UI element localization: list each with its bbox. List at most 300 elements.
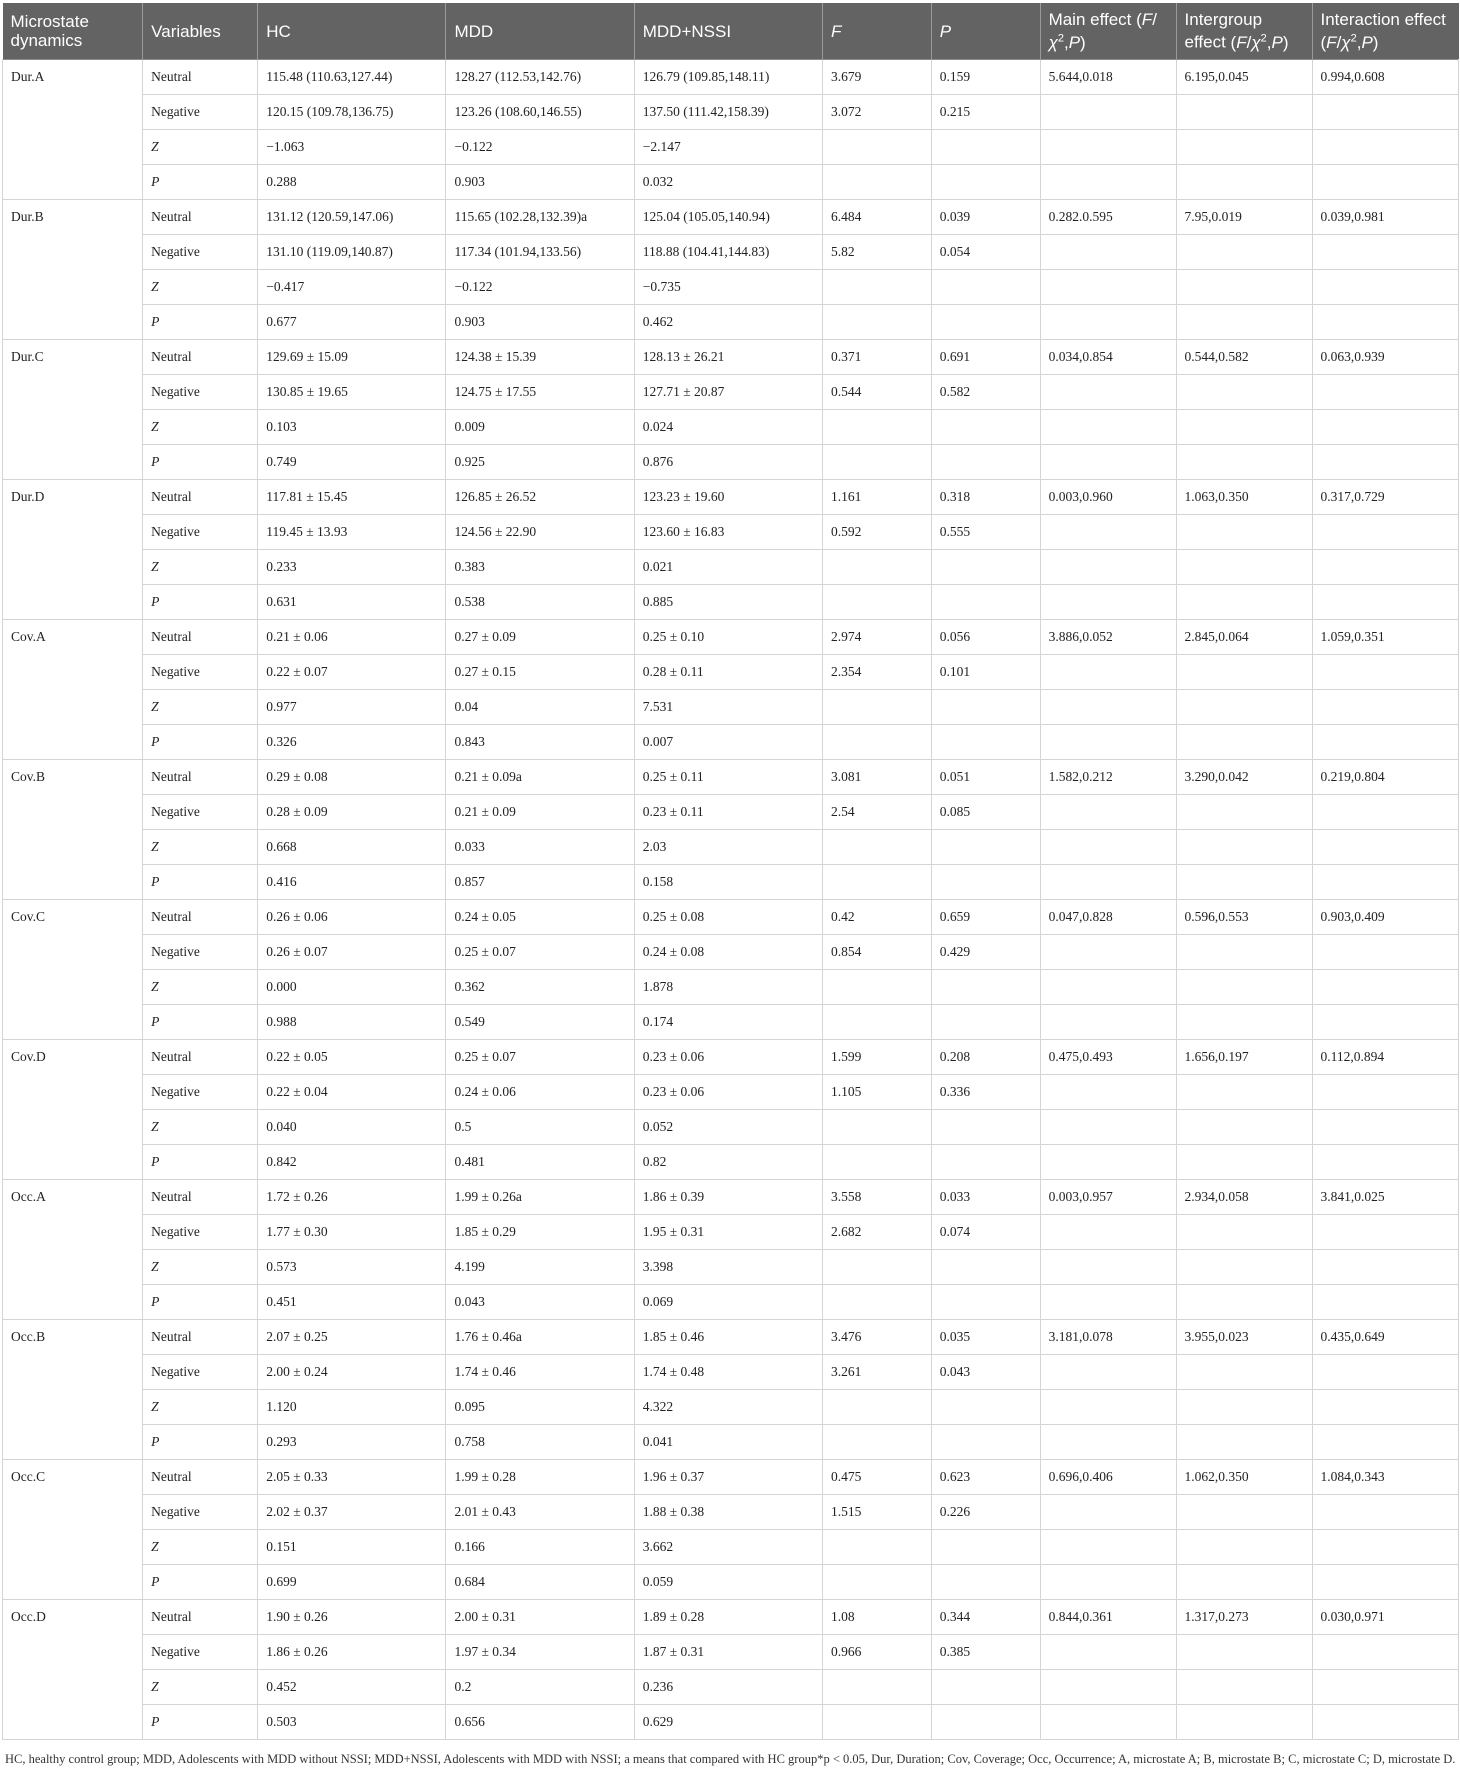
cell-mdd-nssi: 0.041 bbox=[634, 1425, 822, 1460]
cell-intergroup-effect bbox=[1176, 865, 1312, 900]
cell-mdd: −0.122 bbox=[446, 270, 634, 305]
cell-f: 1.599 bbox=[823, 1040, 932, 1075]
cell-variable: P bbox=[143, 1565, 258, 1600]
cell-intergroup-effect bbox=[1176, 445, 1312, 480]
cell-main-effect bbox=[1040, 865, 1176, 900]
table-row bbox=[3, 165, 1459, 200]
cell-variable: Z bbox=[143, 830, 258, 865]
cell-interaction-effect bbox=[1312, 1285, 1459, 1320]
cell-p bbox=[931, 305, 1040, 340]
cell-p: 0.035 bbox=[931, 1320, 1040, 1355]
cell-p bbox=[931, 970, 1040, 1005]
cell-mdd-nssi: 137.50 (111.42,158.39) bbox=[634, 95, 822, 130]
cell-interaction-effect bbox=[1312, 305, 1459, 340]
header-label: F bbox=[831, 21, 842, 41]
cell-intergroup-effect bbox=[1176, 1495, 1312, 1530]
header-variables bbox=[143, 3, 258, 60]
cell-mdd: 117.34 (101.94,133.56) bbox=[446, 235, 634, 270]
cell-variable: P bbox=[143, 865, 258, 900]
cell-intergroup-effect bbox=[1176, 1705, 1312, 1740]
cell-variable: Negative bbox=[143, 1075, 258, 1110]
cell-mdd-nssi: 0.25 ± 0.08 bbox=[634, 900, 822, 935]
cell-main-effect bbox=[1040, 1215, 1176, 1250]
cell-intergroup-effect bbox=[1176, 130, 1312, 165]
cell-main-effect bbox=[1040, 130, 1176, 165]
cell-main-effect bbox=[1040, 1565, 1176, 1600]
cell-hc: 0.452 bbox=[258, 1670, 446, 1705]
cell-p: 0.074 bbox=[931, 1215, 1040, 1250]
cell-mdd-nssi: 1.95 ± 0.31 bbox=[634, 1215, 822, 1250]
cell-mdd-nssi: 4.322 bbox=[634, 1390, 822, 1425]
cell-p bbox=[931, 830, 1040, 865]
cell-hc: 0.151 bbox=[258, 1530, 446, 1565]
table-row bbox=[3, 760, 1459, 795]
cell-main-effect bbox=[1040, 1355, 1176, 1390]
table-row bbox=[3, 60, 1459, 95]
cell-f: 0.966 bbox=[823, 1635, 932, 1670]
cell-p bbox=[931, 1145, 1040, 1180]
table-footnote: HC, healthy control group; MDD, Adolescents with MDD without NSSI; MDD+NSSI, Adolescents with MDD with NSSI; a means that compared with HC group*p < 0.05, Dur, Duration; Cov, Coverage; Occ, Occurrence; A, microstate A; B, microstate B; C, microstate C; D, microstate D. bbox=[5, 1752, 1456, 1766]
cell-p: 0.208 bbox=[931, 1040, 1040, 1075]
cell-microstate: Occ.A bbox=[3, 1180, 143, 1320]
cell-hc: 1.77 ± 0.30 bbox=[258, 1215, 446, 1250]
cell-mdd: 0.857 bbox=[446, 865, 634, 900]
cell-f: 0.544 bbox=[823, 375, 932, 410]
table-row bbox=[3, 95, 1459, 130]
cell-p bbox=[931, 865, 1040, 900]
cell-main-effect: 0.696,0.406 bbox=[1040, 1460, 1176, 1495]
cell-f bbox=[823, 445, 932, 480]
cell-hc: 0.293 bbox=[258, 1425, 446, 1460]
cell-variable: Z bbox=[143, 1390, 258, 1425]
cell-variable: Neutral bbox=[143, 760, 258, 795]
header-label: HC bbox=[266, 21, 291, 41]
header-microstate-dynamics bbox=[3, 3, 143, 60]
cell-mdd: 0.21 ± 0.09 bbox=[446, 795, 634, 830]
cell-p bbox=[931, 1285, 1040, 1320]
cell-mdd: 0.903 bbox=[446, 305, 634, 340]
cell-main-effect: 3.886,0.052 bbox=[1040, 620, 1176, 655]
cell-hc: 117.81 ± 15.45 bbox=[258, 480, 446, 515]
cell-mdd: 0.549 bbox=[446, 1005, 634, 1040]
cell-hc: 0.26 ± 0.06 bbox=[258, 900, 446, 935]
cell-microstate: Dur.C bbox=[3, 340, 143, 480]
cell-hc: −0.417 bbox=[258, 270, 446, 305]
cell-p: 0.623 bbox=[931, 1460, 1040, 1495]
cell-mdd: 0.684 bbox=[446, 1565, 634, 1600]
cell-variable: P bbox=[143, 725, 258, 760]
cell-f: 0.371 bbox=[823, 340, 932, 375]
cell-mdd-nssi: 123.23 ± 19.60 bbox=[634, 480, 822, 515]
cell-microstate: Dur.D bbox=[3, 480, 143, 620]
cell-variable: Z bbox=[143, 1530, 258, 1565]
cell-f bbox=[823, 725, 932, 760]
cell-interaction-effect bbox=[1312, 1005, 1459, 1040]
cell-hc: 0.233 bbox=[258, 550, 446, 585]
header-p bbox=[931, 3, 1040, 60]
cell-mdd-nssi: 0.158 bbox=[634, 865, 822, 900]
cell-main-effect: 0.475,0.493 bbox=[1040, 1040, 1176, 1075]
table-row bbox=[3, 1635, 1459, 1670]
cell-mdd: 0.538 bbox=[446, 585, 634, 620]
cell-hc: 0.699 bbox=[258, 1565, 446, 1600]
cell-p bbox=[931, 725, 1040, 760]
cell-mdd: 1.99 ± 0.26a bbox=[446, 1180, 634, 1215]
table-row bbox=[3, 1110, 1459, 1145]
cell-f: 3.081 bbox=[823, 760, 932, 795]
cell-hc: 130.85 ± 19.65 bbox=[258, 375, 446, 410]
cell-f: 0.42 bbox=[823, 900, 932, 935]
cell-variable: P bbox=[143, 1425, 258, 1460]
stat-notation: $(F/\chi^2,P)$ bbox=[1048, 10, 1157, 52]
cell-mdd-nssi: 123.60 ± 16.83 bbox=[634, 515, 822, 550]
cell-variable: P bbox=[143, 165, 258, 200]
cell-p bbox=[931, 410, 1040, 445]
cell-hc: 0.842 bbox=[258, 1145, 446, 1180]
cell-main-effect bbox=[1040, 1495, 1176, 1530]
cell-p bbox=[931, 1670, 1040, 1705]
table-row bbox=[3, 900, 1459, 935]
cell-hc: 129.69 ± 15.09 bbox=[258, 340, 446, 375]
cell-hc: 120.15 (109.78,136.75) bbox=[258, 95, 446, 130]
cell-p bbox=[931, 165, 1040, 200]
cell-intergroup-effect: 1.317,0.273 bbox=[1176, 1600, 1312, 1635]
cell-interaction-effect bbox=[1312, 1565, 1459, 1600]
cell-variable: P bbox=[143, 445, 258, 480]
cell-f: 3.476 bbox=[823, 1320, 932, 1355]
cell-hc: 0.988 bbox=[258, 1005, 446, 1040]
cell-mdd: 0.383 bbox=[446, 550, 634, 585]
cell-hc: 0.28 ± 0.09 bbox=[258, 795, 446, 830]
cell-mdd-nssi: 0.25 ± 0.10 bbox=[634, 620, 822, 655]
cell-hc: 0.977 bbox=[258, 690, 446, 725]
cell-interaction-effect bbox=[1312, 1530, 1459, 1565]
cell-interaction-effect bbox=[1312, 410, 1459, 445]
cell-p: 0.056 bbox=[931, 620, 1040, 655]
cell-interaction-effect bbox=[1312, 1110, 1459, 1145]
cell-variable: P bbox=[143, 1005, 258, 1040]
cell-mdd-nssi: 0.052 bbox=[634, 1110, 822, 1145]
cell-variable: P bbox=[143, 1285, 258, 1320]
cell-main-effect bbox=[1040, 270, 1176, 305]
cell-main-effect bbox=[1040, 1425, 1176, 1460]
header-mdd-nssi bbox=[634, 3, 822, 60]
header-label: MDD+NSSI bbox=[642, 21, 732, 41]
cell-intergroup-effect bbox=[1176, 1565, 1312, 1600]
cell-f bbox=[823, 1390, 932, 1425]
cell-variable: Z bbox=[143, 130, 258, 165]
cell-microstate: Cov.A bbox=[3, 620, 143, 760]
cell-main-effect bbox=[1040, 1530, 1176, 1565]
cell-intergroup-effect: 2.845,0.064 bbox=[1176, 620, 1312, 655]
header-mdd bbox=[446, 3, 634, 60]
cell-f: 3.679 bbox=[823, 60, 932, 95]
stat-notation: $(F/\chi^2,P)$ bbox=[1320, 32, 1379, 52]
table-row bbox=[3, 235, 1459, 270]
header-label: Main effect bbox=[1048, 10, 1132, 30]
cell-mdd: 0.25 ± 0.07 bbox=[446, 935, 634, 970]
cell-variable: P bbox=[143, 1705, 258, 1740]
header-label: Intergroup effect bbox=[1184, 10, 1263, 52]
cell-mdd: 1.76 ± 0.46a bbox=[446, 1320, 634, 1355]
cell-f: 0.475 bbox=[823, 1460, 932, 1495]
cell-mdd-nssi: 0.28 ± 0.11 bbox=[634, 655, 822, 690]
cell-intergroup-effect bbox=[1176, 1390, 1312, 1425]
table-row bbox=[3, 1460, 1459, 1495]
cell-f: 3.558 bbox=[823, 1180, 932, 1215]
cell-main-effect bbox=[1040, 235, 1176, 270]
cell-variable: Neutral bbox=[143, 340, 258, 375]
cell-intergroup-effect: 0.544,0.582 bbox=[1176, 340, 1312, 375]
cell-interaction-effect bbox=[1312, 130, 1459, 165]
cell-intergroup-effect: 1.063,0.350 bbox=[1176, 480, 1312, 515]
cell-hc: 0.288 bbox=[258, 165, 446, 200]
cell-hc: −1.063 bbox=[258, 130, 446, 165]
cell-interaction-effect bbox=[1312, 970, 1459, 1005]
cell-intergroup-effect bbox=[1176, 235, 1312, 270]
cell-intergroup-effect bbox=[1176, 410, 1312, 445]
cell-interaction-effect: 0.039,0.981 bbox=[1312, 200, 1459, 235]
cell-p bbox=[931, 1425, 1040, 1460]
cell-intergroup-effect bbox=[1176, 970, 1312, 1005]
cell-f bbox=[823, 830, 932, 865]
cell-mdd: 124.38 ± 15.39 bbox=[446, 340, 634, 375]
table-row bbox=[3, 585, 1459, 620]
cell-interaction-effect bbox=[1312, 725, 1459, 760]
cell-variable: Negative bbox=[143, 375, 258, 410]
cell-variable: Neutral bbox=[143, 900, 258, 935]
cell-intergroup-effect bbox=[1176, 270, 1312, 305]
cell-hc: 0.416 bbox=[258, 865, 446, 900]
cell-p: 0.691 bbox=[931, 340, 1040, 375]
cell-main-effect bbox=[1040, 935, 1176, 970]
cell-intergroup-effect bbox=[1176, 305, 1312, 340]
table-row bbox=[3, 690, 1459, 725]
cell-mdd: 0.166 bbox=[446, 1530, 634, 1565]
cell-intergroup-effect: 3.955,0.023 bbox=[1176, 1320, 1312, 1355]
cell-interaction-effect: 0.994,0.608 bbox=[1312, 60, 1459, 95]
cell-variable: Negative bbox=[143, 1635, 258, 1670]
table-row bbox=[3, 550, 1459, 585]
cell-interaction-effect bbox=[1312, 270, 1459, 305]
cell-mdd-nssi: 0.23 ± 0.11 bbox=[634, 795, 822, 830]
cell-interaction-effect: 0.435,0.649 bbox=[1312, 1320, 1459, 1355]
cell-hc: 0.677 bbox=[258, 305, 446, 340]
cell-f bbox=[823, 270, 932, 305]
cell-interaction-effect bbox=[1312, 95, 1459, 130]
cell-intergroup-effect bbox=[1176, 795, 1312, 830]
cell-f bbox=[823, 1250, 932, 1285]
cell-intergroup-effect bbox=[1176, 95, 1312, 130]
cell-mdd: 0.033 bbox=[446, 830, 634, 865]
cell-intergroup-effect: 6.195,0.045 bbox=[1176, 60, 1312, 95]
cell-variable: Neutral bbox=[143, 1180, 258, 1215]
cell-main-effect bbox=[1040, 550, 1176, 585]
cell-hc: 0.040 bbox=[258, 1110, 446, 1145]
cell-main-effect bbox=[1040, 1285, 1176, 1320]
table-row bbox=[3, 1250, 1459, 1285]
cell-mdd: 0.362 bbox=[446, 970, 634, 1005]
cell-f: 1.08 bbox=[823, 1600, 932, 1635]
cell-intergroup-effect: 0.596,0.553 bbox=[1176, 900, 1312, 935]
cell-interaction-effect: 0.317,0.729 bbox=[1312, 480, 1459, 515]
cell-variable: Z bbox=[143, 1670, 258, 1705]
cell-variable: Negative bbox=[143, 1215, 258, 1250]
cell-f bbox=[823, 1425, 932, 1460]
table-row bbox=[3, 795, 1459, 830]
cell-mdd: 1.97 ± 0.34 bbox=[446, 1635, 634, 1670]
table-row bbox=[3, 1425, 1459, 1460]
cell-interaction-effect bbox=[1312, 1215, 1459, 1250]
cell-p: 0.215 bbox=[931, 95, 1040, 130]
cell-interaction-effect bbox=[1312, 1390, 1459, 1425]
cell-interaction-effect bbox=[1312, 690, 1459, 725]
cell-hc: 0.631 bbox=[258, 585, 446, 620]
cell-mdd: 123.26 (108.60,146.55) bbox=[446, 95, 634, 130]
stat-notation: $(F/\chi^2,P)$ bbox=[1225, 32, 1289, 52]
table-row bbox=[3, 865, 1459, 900]
cell-variable: Neutral bbox=[143, 1320, 258, 1355]
cell-mdd-nssi: 1.85 ± 0.46 bbox=[634, 1320, 822, 1355]
cell-mdd: 128.27 (112.53,142.76) bbox=[446, 60, 634, 95]
cell-mdd-nssi: 1.89 ± 0.28 bbox=[634, 1600, 822, 1635]
cell-variable: Neutral bbox=[143, 480, 258, 515]
header-main-effect bbox=[1040, 3, 1176, 60]
cell-mdd-nssi: 0.059 bbox=[634, 1565, 822, 1600]
cell-f: 5.82 bbox=[823, 235, 932, 270]
table-row bbox=[3, 1355, 1459, 1390]
cell-intergroup-effect bbox=[1176, 1670, 1312, 1705]
cell-f bbox=[823, 410, 932, 445]
cell-mdd-nssi: 125.04 (105.05,140.94) bbox=[634, 200, 822, 235]
cell-mdd: 0.095 bbox=[446, 1390, 634, 1425]
table-body bbox=[3, 60, 1459, 1740]
cell-mdd-nssi: 0.462 bbox=[634, 305, 822, 340]
cell-mdd-nssi: −0.735 bbox=[634, 270, 822, 305]
cell-mdd: 1.85 ± 0.29 bbox=[446, 1215, 634, 1250]
cell-f: 2.974 bbox=[823, 620, 932, 655]
cell-variable: Z bbox=[143, 970, 258, 1005]
cell-hc: 0.103 bbox=[258, 410, 446, 445]
cell-hc: 2.02 ± 0.37 bbox=[258, 1495, 446, 1530]
cell-mdd: 0.843 bbox=[446, 725, 634, 760]
table-row bbox=[3, 480, 1459, 515]
cell-variable: Neutral bbox=[143, 1040, 258, 1075]
cell-main-effect: 0.003,0.960 bbox=[1040, 480, 1176, 515]
cell-p bbox=[931, 1110, 1040, 1145]
cell-mdd-nssi: 126.79 (109.85,148.11) bbox=[634, 60, 822, 95]
cell-p: 0.429 bbox=[931, 935, 1040, 970]
cell-interaction-effect bbox=[1312, 1425, 1459, 1460]
cell-mdd: 124.56 ± 22.90 bbox=[446, 515, 634, 550]
cell-mdd-nssi: 0.069 bbox=[634, 1285, 822, 1320]
cell-p bbox=[931, 690, 1040, 725]
cell-intergroup-effect bbox=[1176, 830, 1312, 865]
table-row bbox=[3, 1040, 1459, 1075]
cell-microstate: Cov.B bbox=[3, 760, 143, 900]
table-row bbox=[3, 340, 1459, 375]
cell-intergroup-effect bbox=[1176, 585, 1312, 620]
cell-p: 0.385 bbox=[931, 1635, 1040, 1670]
cell-main-effect bbox=[1040, 655, 1176, 690]
microstate-dynamics-table bbox=[2, 3, 1459, 1740]
cell-interaction-effect: 0.112,0.894 bbox=[1312, 1040, 1459, 1075]
cell-interaction-effect: 1.059,0.351 bbox=[1312, 620, 1459, 655]
cell-mdd: 0.25 ± 0.07 bbox=[446, 1040, 634, 1075]
cell-f: 0.854 bbox=[823, 935, 932, 970]
table-row bbox=[3, 1320, 1459, 1355]
cell-f bbox=[823, 1110, 932, 1145]
cell-p bbox=[931, 1390, 1040, 1425]
cell-intergroup-effect bbox=[1176, 1145, 1312, 1180]
cell-hc: 0.668 bbox=[258, 830, 446, 865]
cell-main-effect: 1.582,0.212 bbox=[1040, 760, 1176, 795]
cell-mdd: 115.65 (102.28,132.39)a bbox=[446, 200, 634, 235]
cell-variable: Negative bbox=[143, 515, 258, 550]
cell-hc: 2.00 ± 0.24 bbox=[258, 1355, 446, 1390]
cell-variable: Neutral bbox=[143, 620, 258, 655]
table-row bbox=[3, 305, 1459, 340]
cell-p: 0.555 bbox=[931, 515, 1040, 550]
table-row bbox=[3, 515, 1459, 550]
cell-microstate: Cov.D bbox=[3, 1040, 143, 1180]
cell-interaction-effect bbox=[1312, 235, 1459, 270]
cell-p bbox=[931, 445, 1040, 480]
cell-p: 0.226 bbox=[931, 1495, 1040, 1530]
table-row bbox=[3, 1565, 1459, 1600]
cell-main-effect: 0.047,0.828 bbox=[1040, 900, 1176, 935]
cell-hc: 1.72 ± 0.26 bbox=[258, 1180, 446, 1215]
cell-variable: P bbox=[143, 305, 258, 340]
cell-mdd-nssi: 127.71 ± 20.87 bbox=[634, 375, 822, 410]
cell-interaction-effect: 3.841,0.025 bbox=[1312, 1180, 1459, 1215]
cell-hc: 0.29 ± 0.08 bbox=[258, 760, 446, 795]
cell-main-effect: 0.003,0.957 bbox=[1040, 1180, 1176, 1215]
table-row bbox=[3, 620, 1459, 655]
cell-variable: Neutral bbox=[143, 200, 258, 235]
cell-variable: Negative bbox=[143, 795, 258, 830]
cell-interaction-effect bbox=[1312, 375, 1459, 410]
cell-f bbox=[823, 1145, 932, 1180]
cell-variable: Negative bbox=[143, 235, 258, 270]
cell-f bbox=[823, 585, 932, 620]
cell-p bbox=[931, 1530, 1040, 1565]
cell-hc: 0.573 bbox=[258, 1250, 446, 1285]
cell-interaction-effect bbox=[1312, 1075, 1459, 1110]
cell-mdd-nssi: 0.876 bbox=[634, 445, 822, 480]
cell-interaction-effect bbox=[1312, 795, 1459, 830]
cell-intergroup-effect: 7.95,0.019 bbox=[1176, 200, 1312, 235]
cell-interaction-effect bbox=[1312, 1705, 1459, 1740]
cell-intergroup-effect bbox=[1176, 725, 1312, 760]
cell-mdd: 0.24 ± 0.06 bbox=[446, 1075, 634, 1110]
cell-f: 3.261 bbox=[823, 1355, 932, 1390]
cell-variable: Z bbox=[143, 270, 258, 305]
cell-mdd-nssi: 1.878 bbox=[634, 970, 822, 1005]
cell-p bbox=[931, 1005, 1040, 1040]
cell-f: 3.072 bbox=[823, 95, 932, 130]
cell-intergroup-effect: 2.934,0.058 bbox=[1176, 1180, 1312, 1215]
cell-mdd: 0.043 bbox=[446, 1285, 634, 1320]
cell-hc: 0.22 ± 0.07 bbox=[258, 655, 446, 690]
cell-mdd-nssi: 2.03 bbox=[634, 830, 822, 865]
cell-p: 0.033 bbox=[931, 1180, 1040, 1215]
cell-interaction-effect bbox=[1312, 1495, 1459, 1530]
cell-variable: Z bbox=[143, 1250, 258, 1285]
cell-interaction-effect bbox=[1312, 1355, 1459, 1390]
table-row bbox=[3, 1705, 1459, 1740]
table-row bbox=[3, 200, 1459, 235]
